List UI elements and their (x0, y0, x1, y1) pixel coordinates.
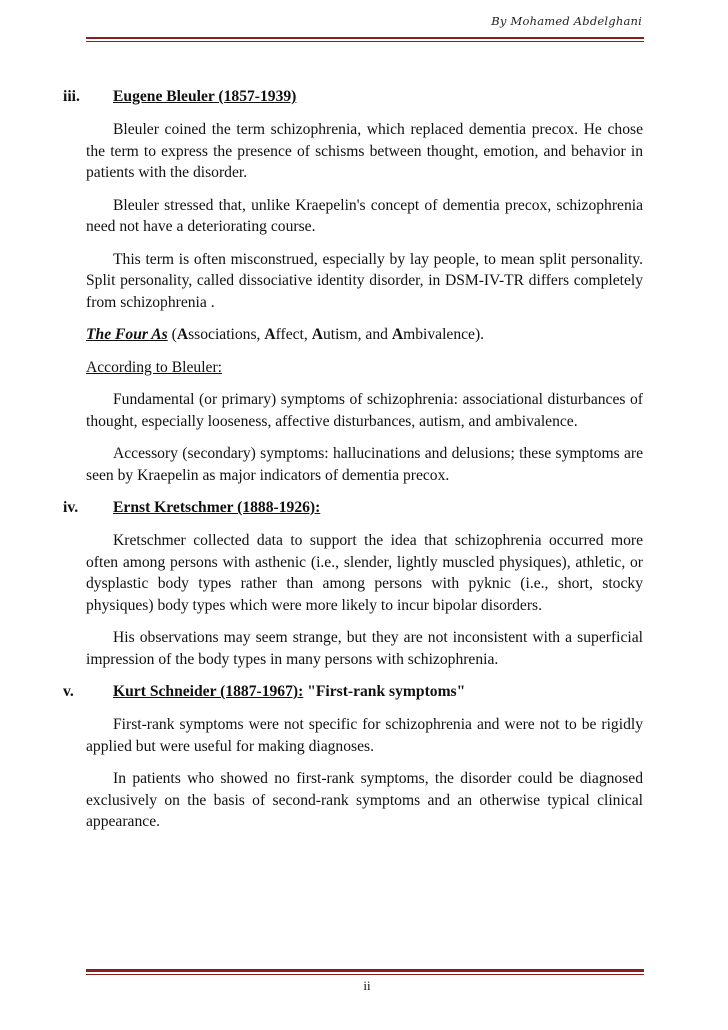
paragraph: Accessory (secondary) symptoms: hallucinations and delusions; these symptoms are seen by Kraepelin as major indicators of dementia precox. (86, 445, 643, 484)
page-number: ii (363, 978, 371, 993)
paragraph: First-rank symptoms were not specific for schizophrenia and were not to be rigidly applied but were useful for making diagnoses. (86, 716, 643, 755)
section-heading-bleuler (63, 86, 643, 108)
according-label: According to Bleuler: (86, 358, 222, 376)
footer-rule-thin (86, 974, 644, 975)
section-heading-kretschmer (63, 497, 643, 519)
header-author: By Mohamed Abdelghani (491, 14, 642, 28)
section-numeral: v. (63, 683, 74, 700)
four-as-label: The Four As (86, 326, 168, 343)
header-rule (86, 37, 644, 39)
header-rule-thin (86, 41, 644, 42)
section-title: Kurt Schneider (1887-1967): (113, 683, 304, 700)
paragraph: Fundamental (or primary) symptoms of schizophrenia: associational disturbances of thought, especially looseness, affective disturbances, autism, and ambivalence. (86, 391, 643, 430)
section-heading-schneider (63, 681, 643, 703)
section-numeral: iii. (63, 88, 80, 105)
page-content (63, 86, 643, 844)
footer-rule (86, 969, 644, 972)
paragraph: Bleuler coined the term schizophrenia, which replaced dementia precox. He chose the term to express the presence of schisms between thought, emotion, and behavior in patients with the disorder. (86, 121, 643, 181)
section-title: Ernst Kretschmer (1888-1926): (113, 499, 321, 516)
paragraph: His observations may seem strange, but they are not inconsistent with a superficial impression of the body types in many persons with schizophrenia. (86, 629, 643, 668)
section-title: Eugene Bleuler (1857-1939) (113, 88, 297, 105)
paragraph: Kretschmer collected data to support the idea that schizophrenia occurred more often among persons with asthenic (i.e., slender, lightly muscled physiques), athletic, or dysplastic body types rather than among persons with pyknic (i.e., short, stocky physiques) body types which were more likely to incur bipolar disorders. (86, 532, 643, 614)
four-as-line: The Four As (Associations, Affect, Autism, and Ambivalence). (86, 326, 485, 343)
paragraph: In patients who showed no first-rank symptoms, the disorder could be diagnosed exclusively on the basis of second-rank symptoms and an otherwise typical clinical appearance. (86, 770, 643, 830)
paragraph: Bleuler stressed that, unlike Kraepelin's concept of dementia precox, schizophrenia need not have a deteriorating course. (86, 196, 643, 235)
section-numeral: iv. (63, 499, 79, 516)
section-subtitle: "First-rank symptoms" (303, 683, 466, 700)
paragraph: This term is often misconstrued, especially by lay people, to mean split personality. Split personality, called dissociative identity disorder, in DSM-IV-TR differs completely from schizophrenia . (86, 250, 643, 311)
